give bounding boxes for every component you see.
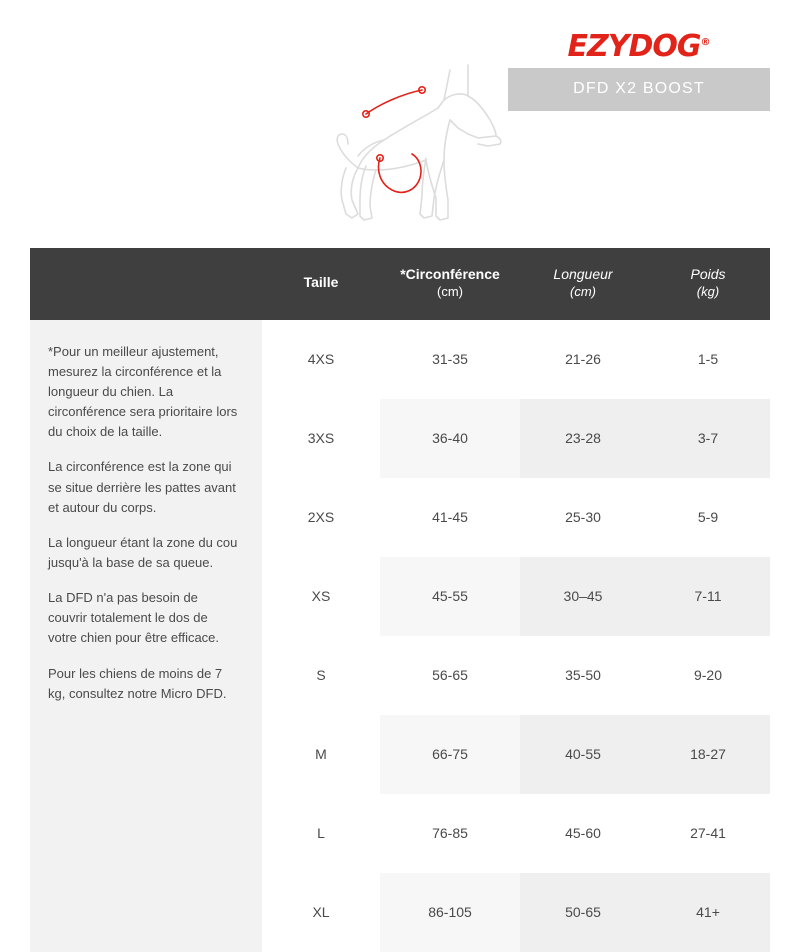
cell-weight: 1-5 xyxy=(646,320,770,399)
header-weight xyxy=(646,248,770,320)
table-header-row xyxy=(30,248,770,320)
cell-circumference: 76-85 xyxy=(380,794,520,873)
cell-length: 30–45 xyxy=(520,557,646,636)
cell-weight: 7-11 xyxy=(646,557,770,636)
cell-size: XS xyxy=(262,557,380,636)
note-3: La longueur étant la zone du cou jusqu'à la base de sa queue. xyxy=(48,534,238,571)
logo-wordmark: EZYDOG xyxy=(567,28,701,64)
header-circumference-label: *Circonférence xyxy=(400,266,500,282)
measurement-notes xyxy=(30,320,262,952)
cell-weight: 3-7 xyxy=(646,399,770,478)
cell-circumference: 66-75 xyxy=(380,715,520,794)
note-1: *Pour un meilleur ajustement, mesurez la circonférence et la longueur du chien. La circonférence sera prioritaire lors du choix de la taille. xyxy=(48,343,238,440)
registered-mark-icon: ® xyxy=(700,36,711,48)
cell-length: 25-30 xyxy=(520,478,646,557)
sizing-table xyxy=(30,248,770,952)
cell-circumference: 36-40 xyxy=(380,399,520,478)
table-body xyxy=(30,320,770,952)
cell-circumference: 45-55 xyxy=(380,557,520,636)
note-2: La circonférence est la zone qui se situe derrière les pattes avant et autour du corps. xyxy=(48,459,236,515)
cell-size: M xyxy=(262,715,380,794)
cell-size: S xyxy=(262,636,380,715)
header-length-label: Longueur xyxy=(553,266,613,282)
cell-size: L xyxy=(262,794,380,873)
cell-size: XL xyxy=(262,873,380,952)
note-5: Pour les chiens de moins de 7 kg, consultez notre Micro DFD. xyxy=(48,665,227,701)
header-weight-label: Poids xyxy=(690,266,726,282)
header-circumference-unit: (cm) xyxy=(437,283,463,299)
cell-circumference: 86-105 xyxy=(380,873,520,952)
table-row xyxy=(30,320,770,399)
cell-weight: 9-20 xyxy=(646,636,770,715)
cell-length: 50-65 xyxy=(520,873,646,952)
cell-weight: 27-41 xyxy=(646,794,770,873)
product-name-bar: DFD X2 BOOST xyxy=(508,68,770,111)
cell-circumference: 56-65 xyxy=(380,636,520,715)
cell-weight: 41+ xyxy=(646,873,770,952)
cell-size: 3XS xyxy=(262,399,380,478)
header-length-unit: (cm) xyxy=(570,283,596,299)
table-header xyxy=(30,248,770,320)
cell-length: 23-28 xyxy=(520,399,646,478)
header-size: Taille xyxy=(262,248,380,320)
brand-block xyxy=(508,24,770,111)
cell-length: 35-50 xyxy=(520,636,646,715)
header-circumference xyxy=(380,248,520,320)
cell-length: 45-60 xyxy=(520,794,646,873)
cell-size: 2XS xyxy=(262,478,380,557)
cell-circumference: 31-35 xyxy=(380,320,520,399)
header-length xyxy=(520,248,646,320)
dog-measurement-diagram xyxy=(318,48,518,233)
cell-length: 21-26 xyxy=(520,320,646,399)
dog-outline-icon xyxy=(318,48,518,233)
cell-length: 40-55 xyxy=(520,715,646,794)
cell-weight: 18-27 xyxy=(646,715,770,794)
cell-circumference: 41-45 xyxy=(380,478,520,557)
ezydog-logo xyxy=(568,29,711,64)
cell-weight: 5-9 xyxy=(646,478,770,557)
header-weight-unit: (kg) xyxy=(696,283,720,299)
cell-size: 4XS xyxy=(262,320,380,399)
brand-logo-row xyxy=(508,24,770,68)
header-notes xyxy=(30,248,262,320)
note-4: La DFD n'a pas besoin de couvrir totalement le dos de votre chien pour être efficace. xyxy=(48,590,220,646)
